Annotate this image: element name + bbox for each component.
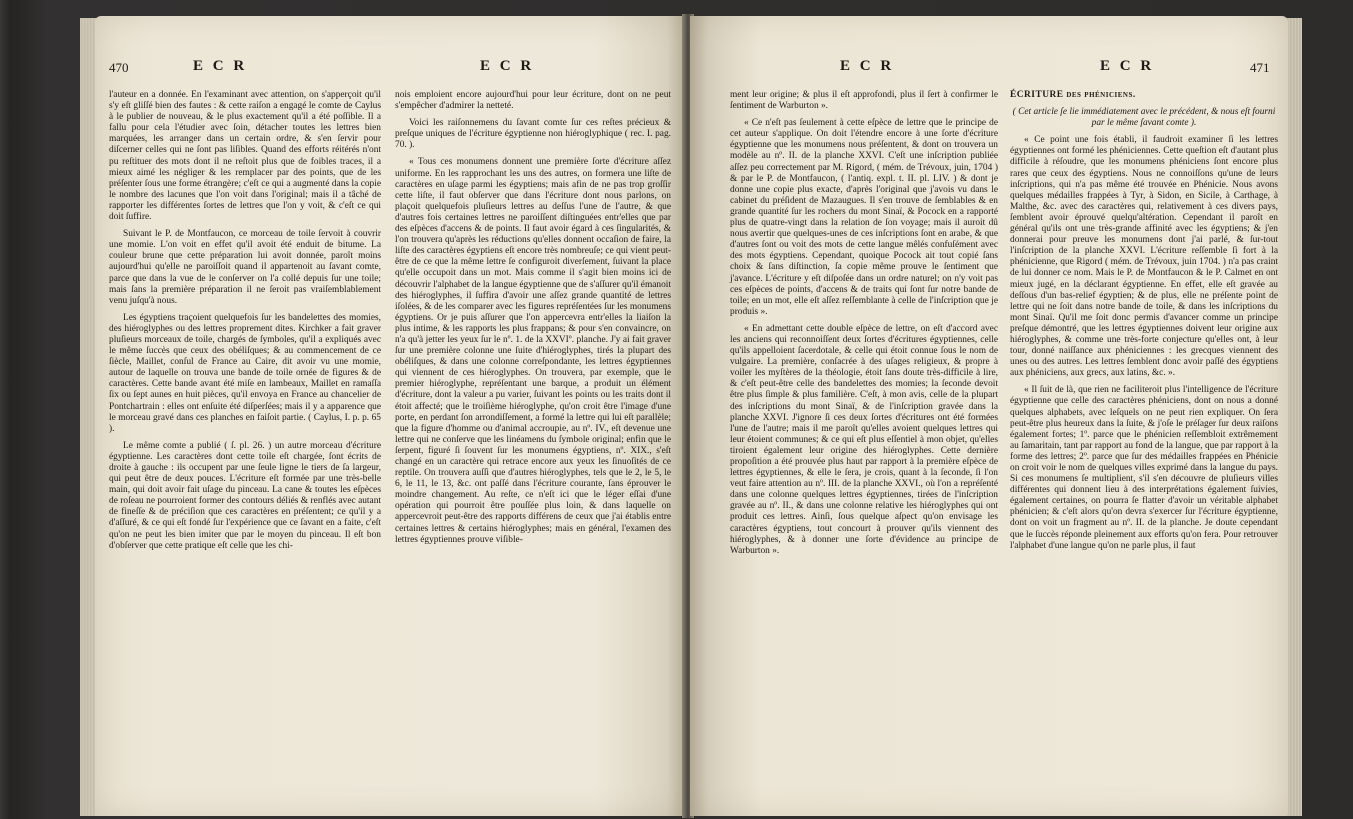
right-page — [690, 16, 1288, 816]
section-note: ( Cet article ſe lie immédiatement avec le précédent, & nous eſt fourni par le même ſavant comte ). — [1012, 107, 1276, 129]
paragraph: « En admettant cette double eſpèce de lettre, on eſt d'accord avec les anciens qui reconnoiſſent deux ſortes d'écritures égyptiennes, celle qu'ils appelloient ſacerdotale, & celle qui étoit connue ſous le nom de vulgaire. La première, conſacrée à des uſages religieux, & propre à voiler les myſtères de la théologie, étoit ſans doute très-difficile à lire, & c'eſt peut-être celle des bandelettes des momies; la ſeconde devoit être plus ſimple & plus familière. C'eſt, à mon avis, celle de la plupart des inſcriptions du mont Sinaï, & de l'inſcription gravée dans la planche XXVI. J'ignore ſi ces deux ſortes d'écritures ont été formées l'une de l'autre; mais il me paroît qu'elles avoient quelques lettres qui leur étoient communes; & ce qui eſt plus eſſentiel à mon objet, qu'elles tiroient également leur origine des hiéroglyphes. Cette dernière propoſition a été prouvée plus haut par rapport à la première eſpèce de lettres égyptiennes, & elle le ſera, je crois, quant à la ſeconde, ſi l'on veut faire attention au nº. III. de la planche XXVI., où l'on a repréſenté dans une colonne quelques lettres égyptiennes, tirées de l'inſcription gravée au nº. II., & dans une colonne relative les hiéroglyphes qui ont produit ces lettres. Ainſi, ſous quelque aſpect qu'on envisage les caractères égyptiens, tout concourt à prouver qu'ils viennent des hiéroglyphes, & à donner une ſorte d'évidence au principe de Warburton ». — [730, 323, 998, 556]
running-head-right-col2: E C R — [1100, 58, 1155, 74]
paragraph: ment leur origine; & plus il eſt approfondi, plus il ſert à confirmer le ſentiment de Warburton ». — [730, 90, 998, 112]
paragraph: Le même comte a publié ( ſ. pl. 26. ) un autre morceau d'écriture égyptienne. Les caractères dont cette toile eſt chargée, ſont écrits de droite à gauche : ils occupent par une ſeule ligne le tiers de ſa largeur, qui peut être de deux pouces. L'écriture eſt formée par une très-belle main, qui doit avoir fait uſage du pinceau. La cane & toutes les eſpèces de roſeau ne pourroient former des contours déliés & renflés avec autant de fineſſe & de préciſion que ces caractères en préſentent; ce qu'il y a d'aſſuré, & ce qui eſt fondé ſur l'expérience que ce ſavant en a faite, c'eſt qu'on ne peut les bien imiter que par le moyen du pinceau. Il eſt bon d'obſerver que cette pratique eſt celle que les chi- — [109, 440, 381, 551]
left-page — [95, 16, 685, 816]
running-head-left-col1: E C R — [193, 58, 248, 74]
right-page-column-2 — [1010, 90, 1278, 558]
left-page-column-2 — [395, 90, 671, 552]
paragraph: « Il ſuit de là, que rien ne faciliteroit plus l'intelligence de l'écriture égyptienne que celle des caractères phéniciens, dont on nous a donné quelques alphabets, avec leſquels on ne peut rien expliquer. On ſera peut-être plus heureux dans la ſuite, & j'oſe le préſager ſur deux raiſons également fortes; 1º. parce que le phénicien reſſembloit extrêmement au ſamaritain, tant par rapport au fond de la langue, que par rapport à la forme des lettres; 2º. parce que ſur des médailles frappées en Phénicie on croit voir le nom de quelques villes exprimé dans la langue du pays. Si ces monumens ſe multiplient, s'il s'en découvre de pluſieurs villes différentes qui donnent lieu à des interprétations également ſuivies, également certaines, on pourra ſe flatter d'avoir un véritable alphabet phénicien; & c'eſt alors qu'on devra s'exercer ſur l'écriture égyptienne, dont on voit un fragment au nº. II. de la planche. Je doute cependant que le ſuccès réponde pleinement aux efforts qu'on fera. Pour retrouver l'alphabet d'une langue qu'on ne parle plus, il faut — [1010, 385, 1278, 551]
paragraph: l'auteur en a donnée. En l'examinant avec attention, on s'apperçoit qu'il s'y eſt gliſſé bien des fautes : & cette raiſon a engagé le comte de Caylus à le publier de nouveau, & le plus exactement qu'il a été poſſible. Il a fallu pour cela l'étudier avec ſoin, détacher toutes les lettres bien marquées, les arranger dans un certain ordre, & s'en ſervir pour diſcerner celles qui ne ſont pas liſibles. Quand des efforts réitérés n'ont pu reſtituer des mots dont il ne reſtoit plus que de foibles traces, il a mieux aimé les négliger & les remplacer par des points, que de les préſenter ſous une forme étrangère; c'eſt ce qui a augmenté dans la copie le nombre des lacunes que l'on voit dans l'original; mais il a tâché de rapporter les différentes ſortes de lettres que l'on y voit, & c'eſt ce qui doit ſuffire. — [109, 90, 381, 223]
running-head-right-col1: E C R — [840, 58, 895, 74]
right-page-column-1 — [730, 90, 998, 563]
right-page-edges — [1286, 18, 1302, 816]
page-number-right: 471 — [1250, 60, 1270, 75]
paragraph: Suivant le P. de Montfaucon, ce morceau de toile ſervoit à couvrir une momie. L'on voit en effet qu'il avoit été enduit de bitume. La couleur brune que cette préparation lui avoit donnée, paroît moins aujourd'hui qu'elle ne paroiſſoit quand il appartenoit au ſavant comte, parce que dans la vue de le conſerver on l'a collé depuis ſur une toile; mais ſans la première préparation il ne ſeroit pas vraiſemblablement venu juſqu'à nous. — [109, 229, 381, 306]
paragraph: « Ce n'eſt pas ſeulement à cette eſpèce de lettre que le principe de cet auteur s'applique. On doit l'étendre encore à une ſorte d'écriture égyptienne que les monumens nous préſentent, & dont on trouvera un modèle au nº. II. de la planche XXVI. C'eſt une inſcription publiée aſſez peu correctement par M. Rigord, ( mém. de Trévoux, juin, 1704 ) & par le P. de Montfaucon, ( l'antiq. expl. t. II. pl. LIV. ) & dont je donne une copie plus exacte, d'après l'original que j'avois vu dans le cabinet du préſident de Mazaugues. Il s'en trouve de ſemblables & en grande quantité ſur les rochers du mont Sinaï, & Pocock en a rapporté plus de quatre-vingt dans la relation de ſon voyage; mais il auroit dû nous avertir que quelques-unes de ces inſcriptions ſont en arabe, & que d'autres ſont ou voit des mots de cette langue mêlés confuſément avec des mots égyptiens. Cependant, quoique Pocock ait tout copié ſans choix & ſans diſtinction, ſa copie même prouve le ſentiment que j'avance. L'écriture y eſt diſpoſée dans un ordre naturel; on n'y voit pas ces eſpèces de points, d'accens & de traits qui ſont ſur notre bande de toile; en un mot, elle eſt aſſez reſſemblante à celle de l'inſcription que je produis ». — [730, 118, 998, 317]
running-head-left-col2: E C R — [480, 58, 535, 74]
left-page-column-1 — [109, 90, 381, 558]
paragraph: Voici les raiſonnemens du ſavant comte ſur ces reſtes précieux & preſque uniques de l'écriture égyptienne non hiéroglyphique ( rec. I. pag. 70. ). — [395, 118, 671, 151]
paragraph: « Ce point une fois établi, il faudroit examiner ſi les lettres égyptiennes ont formé les phéniciennes. Cette queſtion eſt d'autant plus difficile à réſoudre, que les monumens phéniciens ſont encore plus rares que ceux des égyptiens. Nous ne connoiſſons qu'une de leurs inſcriptions, qui n'a pas même été trouvée en Phénicie. Nous avons quelques médailles frappées à Tyr, à Sidon, en Sicile, à Carthage, à Malthe, &c. avec des caractères qui, relativement à ces divers pays, ſemblent avoir éprouvé quelqu'altération. Cependant il paroît en général qu'ils ont une très-grande affinité avec les égyptiens; & j'en donnerai pour preuve les monumens dont j'ai parlé, & ſur-tout l'inſcription de la planche XXVI. L'écriture reſſemble ſi fort à la phénicienne, que Rigord ( mém. de Trévoux, juin 1704. ) n'a pas craint de lui donner ce nom. Mais le P. de Montfaucon & le P. Calmet en ont mieux jugé, en la déclarant égyptienne. En effet, elle eſt gravée au deſſous d'un bas-relief égyptien; & de plus, elle ne préſente point de lettre qui ne ſoit dans notre bande de toile, & dans les inſcriptions du mont Sinaï. Qu'il me ſoit donc permis d'avancer comme un principe preſque démontré, que les lettres égyptiennes doivent leur origine aux hiéroglyphes, & comme une très-forte conjecture qu'elles ont, à leur tour, donné naiſſance aux phéniciennes : les grecques viennent des unes ou des autres. Les lettres ſemblent donc avoir paſſé des égyptiens aux phéniciens, aux grecs, aux latins, &c. ». — [1010, 135, 1278, 379]
paragraph: « Tous ces monumens donnent une première ſorte d'écriture aſſez uniforme. En les rapprochant les uns des autres, on formera une liſte de caractères en uſage parmi les égyptiens; mais afin de ne pas trop groſſir cette liſte, il faut obſerver que dans l'écriture dont nous parlons, on plaçoit quelquefois pluſieurs lettres au deſſus l'une de l'autre, & que d'autres fois certaines lettres ne paroiſſent diſtinguées entr'elles que par des eſpèces d'accens & de points. Il faut avoir égard à ces ſingularités, & l'on trouvera qu'après les réductions qu'elles donnent occaſion de faire, la liſte des caractères égyptiens eſt encore très nombreuſe; ce qui vient peut-être de ce que la même lettre ſe configuroit diverſement, ſuivant la place qu'elle occupoit dans un mot. Mais comme il s'agit bien moins ici de découvrir l'alphabet de la langue égyptienne que de s'aſſurer qu'il émanoit des hiéroglyphes, il ſuffira d'avoir une aſſez grande quantité de lettres iſolées, & de les comparer avec les figures repréſentées ſur les monumens égyptiens. Or je puis aſſurer que l'on appercevra entr'elles la liaiſon la plus intime, & les rapports les plus frappans; & pour s'en convaincre, on n'a qu'à jetter les yeux ſur le nº. 1. de la XXVIº. planche. J'y ai fait graver ſur une première colonne une ſuite d'hiéroglyphes, tirés la plupart des obéliſques, & dans une colonne correſpondante, les lettres égyptiennes qui viennent de ces hiéroglyphes. On trouvera, par exemple, que le premier hiéroglyphe, repréſentant une barque, a produit un élément d'écriture, dont la valeur a pu varier, ſuivant les points ou les traits dont il étoit affecté; que le troiſième hiéroglyphe, qu'on croit être l'image d'une porte, en perdant ſon arrondiſſement, a formé la lettre qui lui eſt parallèle; que la figure d'homme ou d'animal accroupie, au nº. IV., eſt devenue une lettre qui ne conſerve que les linéamens du ſymbole original; enfin que le ſerpent, figuré ſi ſouvent ſur les monumens égyptiens, nº. XIX., s'eſt changé en un caractère qui retrace encore aux yeux les ſinuoſités de ce reptile. On trouvera auſſi que d'autres hiéroglyphes, tels que le 2, le 5, le 6, le 11, le 13, &c. ont paſſé dans l'écriture courante, ſans éprouver le moindre changement. Au reſte, ce n'eſt ici que le léger eſſai d'une opération qui pourroit être pouſſée plus loin, & dans laquelle on appercevroit peut-être des rapports différens de ceux que j'ai établis entre certaines lettres & certains hiéroglyphes; mais en général, l'examen des lettres égyptiennes prouve viſible- — [395, 157, 671, 545]
paragraph: Les égyptiens traçoient quelquefois ſur les bandelettes des momies, des hiéroglyphes ou des lettres proprement dites. Kirchker a fait graver pluſieurs morceaux de toile, chargés de ſymboles, qu'il a expliqués avec le même ſuccès que ceux des obéliſques; & au commencement de ce ſiècle, Maillet, conſul de France au Caire, dit avoir vu une momie, autour de laquelle on trouva une bande de toile ornée de figures & de caractères. Cette bande avant été miſe en lambeaux, Maillet en ramaſſa ſix ou ſept aunes en huit pièces, qu'il envoya en France au chancelier de Pontchartrain : elles ont enſuite été diſperſées; mais il y a apparence que le morceau gravé dans ces planches en faiſoit partie. ( Caylus, I. p. p. 65 ). — [109, 312, 381, 434]
page-number-left: 470 — [109, 60, 129, 75]
section-heading: ÉCRITURE des phéniciens. — [1010, 90, 1136, 100]
paragraph: nois emploient encore aujourd'hui pour leur écriture, dont on ne peut s'empêcher d'admirer la netteté. — [395, 90, 671, 112]
